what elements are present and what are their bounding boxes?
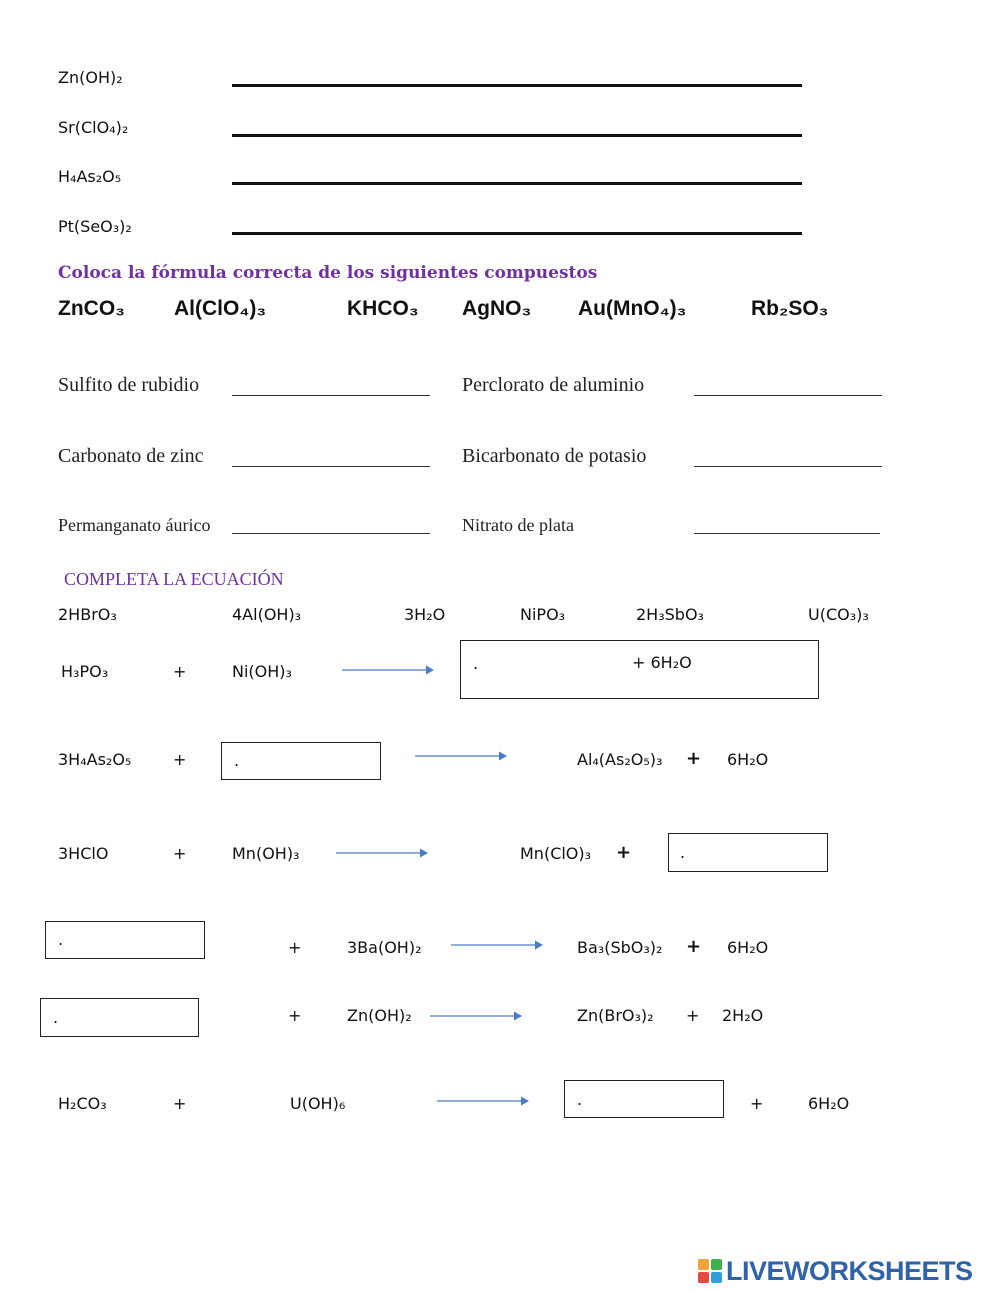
product: Al₄(As₂O₅)₃ (577, 750, 663, 769)
reactant: Ni(OH)₃ (232, 662, 292, 681)
reactant: H₃PO₃ (61, 662, 109, 681)
answer-box[interactable] (45, 921, 205, 959)
box-placeholder: . (577, 1090, 583, 1109)
reaction-arrow-icon (415, 749, 507, 763)
formula-option: Au(MnO₄)₃ (578, 297, 687, 320)
answer-line[interactable] (232, 232, 802, 235)
formula-item: H₄As₂O₅ (58, 167, 122, 186)
box-placeholder: . (680, 843, 686, 862)
section-heading-formulas: Coloca la fórmula correcta de los siguientes compuestos (58, 263, 598, 283)
formula-option: AgNO₃ (462, 297, 532, 320)
word-bank-item: 2HBrO₃ (58, 605, 117, 624)
plus-sign: + (686, 748, 702, 769)
box-placeholder: . (473, 654, 479, 673)
answer-line[interactable] (694, 395, 882, 396)
plus-sign: + (288, 938, 302, 957)
reactant: Mn(OH)₃ (232, 844, 300, 863)
reactant: U(OH)₆ (290, 1094, 346, 1113)
formula-option: KHCO₃ (347, 297, 419, 320)
plus-sign: + (686, 1006, 700, 1025)
product: 2H₂O (722, 1006, 764, 1025)
plus-sign: + (173, 844, 187, 863)
compound-name: Sulfito de rubidio (58, 374, 200, 396)
plus-sign: + (173, 662, 187, 681)
compound-name: Bicarbonato de potasio (462, 445, 647, 467)
plus-sign: + (173, 1094, 187, 1113)
reactant: 3Ba(OH)₂ (347, 938, 422, 957)
reaction-arrow-icon (451, 938, 543, 952)
plus-sign: + (173, 750, 187, 769)
answer-line[interactable] (232, 134, 802, 137)
reactant: 3HClO (58, 844, 109, 863)
logo-mark-icon (698, 1259, 722, 1283)
plus-sign: + (616, 842, 632, 863)
product: Ba₃(SbO₃)₂ (577, 938, 663, 957)
product: 6H₂O (727, 750, 769, 769)
formula-item: Pt(SeO₃)₂ (58, 217, 132, 236)
answer-line[interactable] (694, 533, 880, 534)
box-placeholder: . (53, 1008, 59, 1027)
plus-sign: + (686, 936, 702, 957)
reactant: 3H₄As₂O₅ (58, 750, 132, 769)
answer-box[interactable] (564, 1080, 724, 1118)
compound-name: Permanganato áurico (58, 515, 211, 535)
answer-line[interactable] (232, 395, 430, 396)
product: 6H₂O (727, 938, 769, 957)
reaction-arrow-icon (342, 663, 434, 677)
box-placeholder: . (58, 930, 64, 949)
product: 6H₂O (808, 1094, 850, 1113)
word-bank-item: NiPO₃ (520, 605, 566, 624)
formula-option: Rb₂SO₃ (751, 297, 829, 320)
word-bank-item: 2H₃SbO₃ (636, 605, 704, 624)
compound-name: Nitrato de plata (462, 515, 574, 535)
reaction-arrow-icon (336, 846, 428, 860)
answer-box[interactable] (221, 742, 381, 780)
formula-option: Al(ClO₄)₃ (174, 297, 267, 320)
product: Mn(ClO)₃ (520, 844, 592, 863)
formula-item: Zn(OH)₂ (58, 68, 123, 87)
answer-box[interactable] (460, 640, 819, 699)
word-bank-item: U(CO₃)₃ (808, 605, 869, 624)
liveworksheets-logo (698, 1256, 994, 1286)
compound-name: Carbonato de zinc (58, 445, 204, 467)
reaction-arrow-icon (437, 1094, 529, 1108)
word-bank-item: 4Al(OH)₃ (232, 605, 302, 624)
answer-box[interactable] (668, 833, 828, 872)
reactant: Zn(OH)₂ (347, 1006, 412, 1025)
answer-line[interactable] (232, 84, 802, 87)
reactant: H₂CO₃ (58, 1094, 107, 1113)
box-content: + 6H₂O (632, 653, 692, 672)
formula-option: ZnCO₃ (58, 297, 125, 320)
answer-box[interactable] (40, 998, 199, 1037)
compound-name: Perclorato de aluminio (462, 374, 645, 396)
word-bank-item: 3H₂O (404, 605, 446, 624)
plus-sign: + (750, 1094, 764, 1113)
answer-line[interactable] (694, 466, 882, 467)
plus-sign: + (288, 1006, 302, 1025)
section-heading-equations: COMPLETA LA ECUACIÓN (64, 569, 284, 589)
box-placeholder: . (234, 751, 240, 770)
reaction-arrow-icon (430, 1009, 522, 1023)
formula-item: Sr(ClO₄)₂ (58, 118, 129, 137)
answer-line[interactable] (232, 466, 430, 467)
answer-line[interactable] (232, 533, 430, 534)
logo-text: LIVEWORKSHEETS (726, 1256, 973, 1286)
product: Zn(BrO₃)₂ (577, 1006, 654, 1025)
answer-line[interactable] (232, 182, 802, 185)
